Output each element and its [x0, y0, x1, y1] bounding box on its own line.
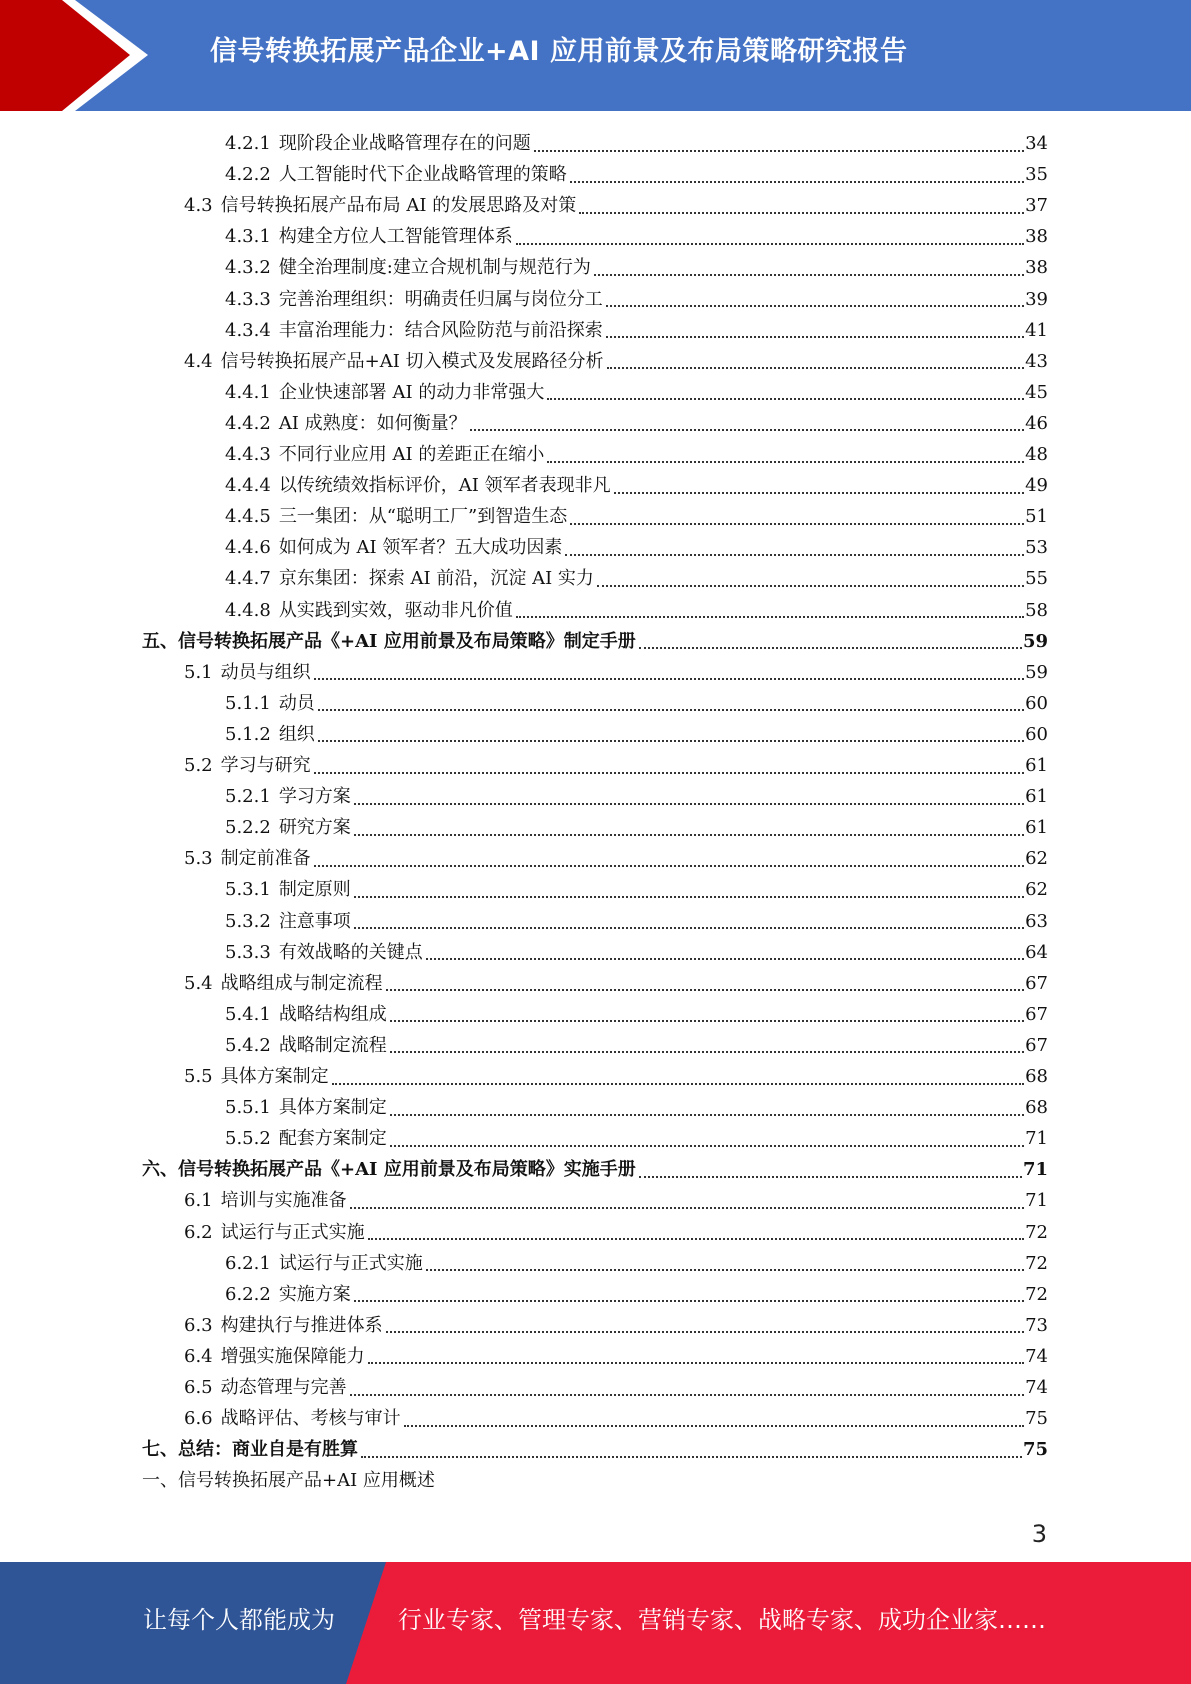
- toc-entry-title: 总结：商业自是有胜算: [178, 1439, 358, 1461]
- toc-entry[interactable]: [184, 190, 1048, 221]
- toc-entry[interactable]: [225, 1279, 1048, 1310]
- toc-dot-leader: [318, 740, 1024, 742]
- toc-dot-leader: [614, 492, 1024, 494]
- toc-entry-title: 试运行与正式实施: [220, 1221, 365, 1243]
- toc-entry-number: 5.2: [184, 755, 213, 776]
- page-number: 3: [1031, 1520, 1047, 1548]
- toc-entry-title: 研究方案: [278, 817, 351, 839]
- toc-entry[interactable]: [225, 1092, 1048, 1123]
- toc-entry-page: 48: [1025, 444, 1048, 465]
- toc-entry-title: 战略评估、考核与审计: [220, 1408, 401, 1430]
- toc-entry-page: 35: [1025, 164, 1048, 186]
- toc-entry[interactable]: [225, 221, 1048, 252]
- toc-dot-leader: [314, 772, 1024, 774]
- toc-entry-number: 5.1.2: [225, 723, 271, 745]
- toc-dot-leader: [368, 1362, 1024, 1364]
- toc-entry-number: 4.4: [184, 350, 213, 372]
- toc-entry-page: 60: [1025, 692, 1048, 714]
- toc-entry-number: 4.4.7: [225, 568, 271, 590]
- toc-entry-number: 6.2.1: [225, 1252, 271, 1274]
- toc-dot-leader: [534, 150, 1024, 152]
- toc-trailing-text: 一、信号转换拓展产品+AI 应用概述: [142, 1470, 435, 1492]
- toc-entry-page: 61: [1025, 786, 1048, 808]
- toc-entry[interactable]: [225, 937, 1048, 968]
- toc-entry-page: 41: [1025, 319, 1048, 341]
- toc-entry[interactable]: [225, 781, 1048, 812]
- toc-entry[interactable]: [184, 1310, 1048, 1341]
- toc-entry-number: 6.6: [184, 1408, 213, 1430]
- toc-dot-leader: [547, 461, 1024, 463]
- toc-entry[interactable]: [225, 1123, 1048, 1154]
- toc-entry-title: 如何成为 AI 领军者？五大成功因素: [278, 537, 563, 559]
- toc-entry-page: 62: [1025, 848, 1048, 870]
- toc-entry-title: 战略制定流程: [278, 1034, 387, 1056]
- toc-entry[interactable]: [225, 563, 1048, 594]
- toc-entry[interactable]: [184, 657, 1048, 688]
- toc-dot-leader: [594, 274, 1024, 276]
- toc-entry-page: 74: [1025, 1377, 1048, 1398]
- toc-entry[interactable]: [142, 1434, 1048, 1465]
- toc-entry-number: 6.3: [184, 1314, 213, 1336]
- toc-entry-title: 构建全方位人工智能管理体系: [278, 226, 513, 248]
- toc-entry-number: 6.2: [184, 1221, 213, 1243]
- toc-entry-page: 38: [1025, 226, 1048, 248]
- toc-entry-number: 5.3.3: [225, 941, 271, 963]
- toc-entry-page: 46: [1025, 412, 1048, 434]
- toc-entry[interactable]: [225, 719, 1048, 750]
- toc-entry-title: 注意事项: [278, 910, 351, 932]
- toc-dot-leader: [547, 398, 1024, 400]
- toc-entry[interactable]: [184, 1372, 1048, 1403]
- toc-dot-leader: [516, 616, 1024, 618]
- toc-entry-number: 6.5: [184, 1377, 213, 1398]
- toc-entry-title: 制定前准备: [220, 848, 311, 870]
- toc-dot-leader: [390, 1145, 1024, 1147]
- toc-entry-title: 信号转换拓展产品布局 AI 的发展思路及对策: [220, 195, 577, 217]
- toc-dot-leader: [354, 1300, 1024, 1302]
- toc-dot-leader: [639, 1176, 1022, 1178]
- toc-entry[interactable]: [184, 1403, 1048, 1434]
- toc-entry-number: 5.4.2: [225, 1034, 271, 1056]
- toc-dot-leader: [386, 989, 1024, 991]
- toc-entry-title: 信号转换拓展产品+AI 切入模式及发展路径分析: [220, 350, 604, 372]
- toc-dot-leader: [350, 1394, 1024, 1396]
- toc-entry-page: 64: [1025, 941, 1048, 963]
- toc-entry-page: 34: [1025, 133, 1048, 154]
- toc-entry-page: 45: [1025, 381, 1048, 403]
- toc-entry-number: 4.3.2: [225, 257, 271, 279]
- toc-entry-title: 具体方案制定: [220, 1066, 329, 1087]
- toc-dot-leader: [354, 834, 1024, 836]
- toc-dot-leader: [607, 367, 1025, 369]
- toc-entry[interactable]: [184, 1217, 1048, 1248]
- toc-entry-page: 73: [1025, 1314, 1048, 1336]
- toc-entry[interactable]: [225, 284, 1048, 315]
- toc-dot-leader: [606, 305, 1024, 307]
- toc-entry-number: 5.1.1: [225, 692, 271, 714]
- toc-entry-title: 动员: [278, 692, 315, 714]
- toc-dot-leader: [314, 865, 1024, 867]
- toc-dot-leader: [314, 678, 1024, 680]
- toc-entry-title: AI 成熟度：如何衡量？: [278, 412, 467, 434]
- toc-entry-number: 5.3.1: [225, 879, 271, 901]
- toc-entry-page: 38: [1025, 257, 1048, 279]
- toc-entry-page: 72: [1025, 1221, 1048, 1243]
- toc-entry-number: 6.1: [184, 1190, 213, 1212]
- toc-entry-number: 4.4.5: [225, 506, 271, 528]
- toc-entry-number: 4.2.2: [225, 164, 271, 186]
- toc-entry-title: 信号转换拓展产品《+AI 应用前景及布局策略》制定手册: [178, 630, 636, 652]
- toc-entry-page: 55: [1025, 568, 1048, 590]
- toc-entry-page: 67: [1025, 1003, 1048, 1025]
- toc-entry-title: 从实践到实效，驱动非凡价值: [278, 599, 513, 621]
- toc-entry-title: 实施方案: [278, 1283, 351, 1305]
- toc-entry[interactable]: [225, 315, 1048, 346]
- toc-entry-number: 七、: [142, 1439, 178, 1461]
- toc-entry-page: 39: [1025, 288, 1048, 310]
- toc-dot-leader: [579, 212, 1024, 214]
- toc-entry-number: 4.2.1: [225, 133, 271, 154]
- toc-entry[interactable]: [225, 252, 1048, 283]
- toc-dot-leader: [368, 1238, 1024, 1240]
- toc-entry[interactable]: [225, 906, 1048, 937]
- toc-entry[interactable]: [225, 1248, 1048, 1279]
- toc-entry-title: 构建执行与推进体系: [220, 1314, 383, 1336]
- toc-entry-title: 试运行与正式实施: [278, 1252, 423, 1274]
- toc-entry-page: 75: [1025, 1408, 1048, 1430]
- toc-entry[interactable]: [225, 377, 1048, 408]
- toc-dot-leader: [404, 1425, 1024, 1427]
- toc-entry-number: 5.5: [184, 1066, 213, 1087]
- toc-entry-page: 49: [1025, 475, 1048, 497]
- toc-dot-leader: [386, 1331, 1024, 1333]
- toc-entry[interactable]: [225, 812, 1048, 843]
- toc-entry-title: 组织: [278, 723, 315, 745]
- toc-entry-page: 74: [1025, 1345, 1048, 1367]
- toc-entry-number: 5.1: [184, 661, 213, 683]
- toc-entry-number: 4.4.3: [225, 444, 271, 465]
- toc-entry[interactable]: [225, 439, 1048, 470]
- footer-slogan-right: 行业专家、管理专家、营销专家、战略专家、成功企业家……: [398, 1606, 1046, 1634]
- toc-entry-title: 信号转换拓展产品《+AI 应用前景及布局策略》实施手册: [178, 1159, 636, 1181]
- toc-entry-page: 68: [1025, 1066, 1048, 1087]
- toc-entry-number: 5.3: [184, 848, 213, 870]
- header-chevron-icon: [0, 0, 160, 111]
- toc-entry-number: 4.3.1: [225, 226, 271, 248]
- toc-entry-number: 5.5.1: [225, 1097, 271, 1119]
- toc-entry-number: 4.3: [184, 195, 213, 217]
- toc-dot-leader: [390, 1020, 1024, 1022]
- report-title: 信号转换拓展产品企业+AI 应用前景及布局策略研究报告: [210, 36, 908, 67]
- toc-entry[interactable]: [184, 1185, 1048, 1216]
- toc-dot-leader: [426, 1269, 1024, 1271]
- toc-entry-page: 51: [1025, 506, 1048, 528]
- toc-entry-title: 企业快速部署 AI 的动力非常强大: [278, 381, 545, 403]
- toc-entry[interactable]: [225, 159, 1048, 190]
- toc-entry[interactable]: [225, 999, 1048, 1030]
- toc-dot-leader: [516, 243, 1024, 245]
- toc-entry[interactable]: [225, 128, 1048, 159]
- toc-entry-page: 62: [1025, 879, 1048, 901]
- toc-dot-leader: [332, 1083, 1024, 1085]
- toc-entry-page: 59: [1022, 630, 1048, 652]
- toc-entry-number: 5.4.1: [225, 1003, 271, 1025]
- toc-entry-number: 4.3.4: [225, 319, 271, 341]
- toc-entry-page: 58: [1025, 599, 1048, 621]
- toc-entry-page: 71: [1025, 1128, 1048, 1150]
- toc-entry-title: 人工智能时代下企业战略管理的策略: [278, 164, 567, 186]
- toc-entry-page: 43: [1025, 350, 1048, 372]
- toc-entry-title: 制定原则: [278, 879, 351, 901]
- toc-entry[interactable]: [225, 470, 1048, 501]
- toc-dot-leader: [354, 803, 1024, 805]
- toc-entry-title: 不同行业应用 AI 的差距正在缩小: [278, 444, 545, 465]
- toc-entry-title: 完善治理组织：明确责任归属与岗位分工: [278, 288, 603, 310]
- toc-entry-page: 63: [1025, 910, 1048, 932]
- toc-entry-page: 59: [1025, 661, 1048, 683]
- toc-entry-title: 学习与研究: [220, 755, 311, 776]
- toc-entry[interactable]: [225, 595, 1048, 626]
- toc-dot-leader: [426, 958, 1024, 960]
- toc-entry-title: 战略组成与制定流程: [220, 972, 383, 994]
- toc-entry-title: 学习方案: [278, 786, 351, 808]
- toc-entry-page: 67: [1025, 972, 1048, 994]
- toc-entry-title: 战略结构组成: [278, 1003, 387, 1025]
- toc-entry-number: 5.2.2: [225, 817, 271, 839]
- toc-entry-title: 现阶段企业战略管理存在的问题: [278, 133, 531, 154]
- toc-entry-title: 健全治理制度:建立合规机制与规范行为: [278, 257, 591, 279]
- footer-slogan-left: 让每个人都能成为: [143, 1606, 335, 1634]
- toc-entry-page: 60: [1025, 723, 1048, 745]
- toc-entry[interactable]: [184, 843, 1048, 874]
- toc-entry-title: 三一集团：从“聪明工厂”到智造生态: [278, 506, 568, 528]
- toc-entry[interactable]: [225, 1030, 1048, 1061]
- toc-entry[interactable]: [184, 750, 1048, 781]
- toc-entry-number: 5.2.1: [225, 786, 271, 808]
- toc-entry-title: 配套方案制定: [278, 1128, 387, 1150]
- toc-dot-leader: [597, 585, 1024, 587]
- toc-entry[interactable]: [184, 1061, 1048, 1092]
- toc-entry-number: 5.3.2: [225, 910, 271, 932]
- toc-entry-title: 丰富治理能力：结合风险防范与前沿探索: [278, 319, 603, 341]
- toc-entry-page: 67: [1025, 1034, 1048, 1056]
- toc-entry-number: 4.4.8: [225, 599, 271, 621]
- page-footer: [0, 1562, 1191, 1684]
- toc-entry-title: 有效战略的关键点: [278, 941, 423, 963]
- toc-dot-leader: [606, 336, 1024, 338]
- toc-entry-title: 培训与实施准备: [220, 1190, 347, 1212]
- page-header: [0, 0, 1191, 111]
- toc-entry-page: 68: [1025, 1097, 1048, 1119]
- toc-entry[interactable]: [225, 501, 1048, 532]
- toc-entry[interactable]: [225, 688, 1048, 719]
- toc-entry-number: 6.4: [184, 1345, 213, 1367]
- toc-entry-title: 具体方案制定: [278, 1097, 387, 1119]
- toc-entry[interactable]: [142, 626, 1048, 657]
- toc-entry-title: 以传统绩效指标评价，AI 领军者表现非凡: [278, 475, 611, 497]
- toc-entry-page: 75: [1022, 1439, 1048, 1461]
- toc-entry-number: 4.4.1: [225, 381, 271, 403]
- toc-dot-leader: [639, 647, 1022, 649]
- toc-entry-page: 72: [1025, 1283, 1048, 1305]
- toc-dot-leader: [354, 927, 1024, 929]
- toc-entry-number: 5.5.2: [225, 1128, 271, 1150]
- toc-entry-number: 5.4: [184, 972, 213, 994]
- toc-entry-number: 4.4.2: [225, 412, 271, 434]
- toc-dot-leader: [318, 709, 1024, 711]
- toc-dot-leader: [570, 523, 1024, 525]
- toc-entry[interactable]: [184, 968, 1048, 999]
- toc-dot-leader: [390, 1114, 1024, 1116]
- toc-entry-number: 五、: [142, 630, 178, 652]
- toc-entry-page: 37: [1025, 195, 1048, 217]
- toc-entry-title: 动态管理与完善: [220, 1377, 347, 1398]
- toc-entry-title: 动员与组织: [220, 661, 311, 683]
- toc-dot-leader: [390, 1051, 1024, 1053]
- toc-entry-number: 4.4.4: [225, 475, 271, 497]
- toc-entry[interactable]: [225, 408, 1048, 439]
- toc-entry[interactable]: [225, 874, 1048, 905]
- toc-dot-leader: [565, 554, 1024, 556]
- toc-entry-number: 4.3.3: [225, 288, 271, 310]
- toc-dot-leader: [354, 896, 1024, 898]
- toc-entry[interactable]: [142, 1154, 1048, 1185]
- toc-entry-number: 4.4.6: [225, 537, 271, 559]
- toc-entry-number: 6.2.2: [225, 1283, 271, 1305]
- toc-entry[interactable]: [184, 1341, 1048, 1372]
- toc-entry-page: 61: [1025, 755, 1048, 776]
- toc-entry[interactable]: [225, 532, 1048, 563]
- toc-dot-leader: [470, 429, 1024, 431]
- toc-entry-number: 六、: [142, 1159, 178, 1181]
- toc-entry-page: 72: [1025, 1252, 1048, 1274]
- toc-entry-page: 71: [1022, 1159, 1048, 1181]
- toc-entry-title: 京东集团：探索 AI 前沿，沉淀 AI 实力: [278, 568, 594, 590]
- toc-entry-title: 增强实施保障能力: [220, 1345, 365, 1367]
- toc-entry-page: 61: [1025, 817, 1048, 839]
- toc-entry[interactable]: [184, 346, 1048, 377]
- toc-entry-page: 71: [1025, 1190, 1048, 1212]
- toc-dot-leader: [361, 1456, 1022, 1458]
- toc-entry-page: 53: [1025, 537, 1048, 559]
- toc-dot-leader: [350, 1207, 1024, 1209]
- toc-dot-leader: [570, 181, 1024, 183]
